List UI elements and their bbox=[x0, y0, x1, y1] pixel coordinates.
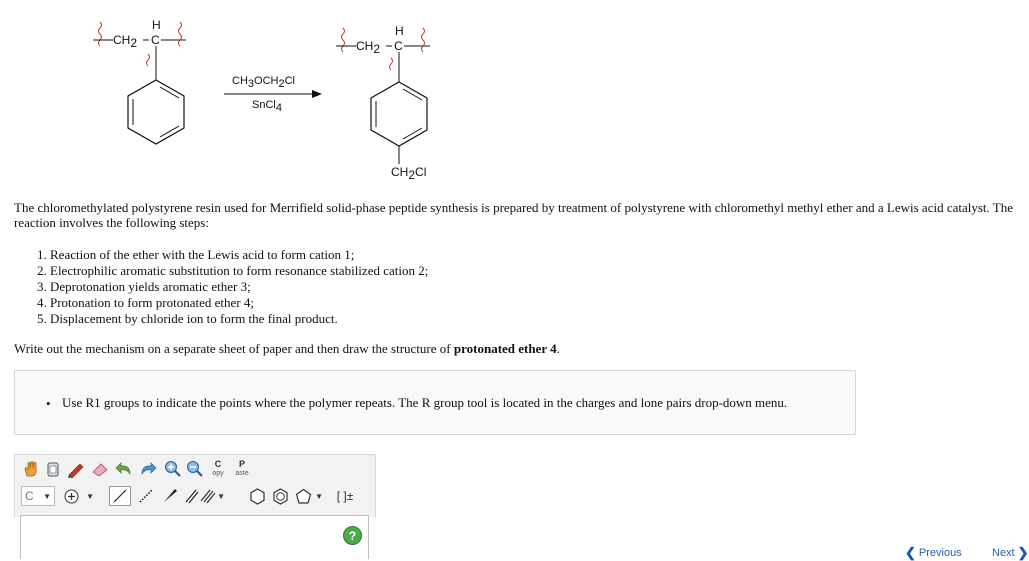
task-suffix: . bbox=[556, 341, 560, 356]
previous-button[interactable] bbox=[905, 545, 962, 561]
help-button[interactable] bbox=[343, 526, 362, 545]
step-item: 5. Displacement by chloride ion to form the final product. bbox=[37, 311, 338, 326]
task-target: protonated ether 4 bbox=[453, 341, 557, 356]
bracket-charge-icon: [ ]± bbox=[336, 489, 354, 503]
pencil-icon[interactable] bbox=[65, 459, 87, 479]
next-label: Next bbox=[992, 547, 1015, 559]
hint-bullet: • bbox=[46, 396, 51, 411]
aromatic-ring-tool[interactable] bbox=[270, 486, 290, 506]
reaction-arrow-group bbox=[224, 75, 322, 114]
dashed-wedge-icon bbox=[137, 488, 155, 504]
question-intro: The chloromethylated polystyrene resin used for Merrifield solid-phase peptide synthesis is prepared by treatment of polystyrene with chloromethyl methyl ether and a Lewis acid catalyst. The reaction involves the following steps: bbox=[14, 200, 1014, 230]
hint-box bbox=[14, 370, 856, 435]
c-label: C bbox=[394, 39, 403, 53]
element-dropdown[interactable] bbox=[21, 486, 55, 506]
undo-icon[interactable] bbox=[113, 459, 135, 479]
zoom-in-icon[interactable] bbox=[163, 459, 183, 479]
next-button[interactable] bbox=[992, 545, 1029, 561]
wedge-bond-icon bbox=[161, 488, 179, 504]
single-bond-icon bbox=[111, 488, 129, 504]
paste-label-bottom: aste bbox=[235, 470, 249, 477]
ch2-label: CH2 bbox=[356, 39, 381, 56]
drawing-toolbar bbox=[14, 454, 376, 517]
chevron-down-icon: ▼ bbox=[86, 491, 94, 501]
hexagon-icon bbox=[249, 488, 266, 505]
chevron-left-icon: ❮ bbox=[905, 545, 916, 560]
chevron-down-icon: ▼ bbox=[217, 491, 225, 501]
wavy-bond-left bbox=[99, 22, 102, 46]
step-item: 4. Protonation to form protonated ether 4; bbox=[37, 295, 254, 310]
chevron-down-icon: ▼ bbox=[43, 491, 51, 501]
hint-text: Use R1 groups to indicate the points where the polymer repeats. The R group tool is located in the charges and lone pairs drop-down menu. bbox=[62, 395, 788, 410]
chevron-down-icon: ▼ bbox=[315, 491, 323, 501]
wavy-bond-right bbox=[422, 28, 425, 52]
h-label: H bbox=[395, 24, 404, 38]
wedge-bond-tool[interactable] bbox=[159, 486, 181, 506]
redo-icon[interactable] bbox=[137, 459, 159, 479]
multiple-bond-dropdown[interactable] bbox=[183, 486, 227, 506]
steps-list bbox=[37, 247, 428, 327]
paste-button[interactable] bbox=[231, 457, 253, 481]
aromatic-hexagon-icon bbox=[272, 488, 289, 505]
step-item: 1. Reaction of the ether with the Lewis acid to form cation 1; bbox=[37, 247, 355, 262]
polystyrene-unit bbox=[93, 18, 186, 144]
element-label: C bbox=[25, 489, 34, 503]
dashed-bond-tool[interactable] bbox=[135, 486, 157, 506]
wavy-bond-down bbox=[147, 54, 150, 66]
previous-label: Previous bbox=[918, 547, 962, 559]
benzene-ring-tool[interactable] bbox=[247, 486, 267, 506]
double-bond-icon bbox=[185, 488, 199, 504]
charges-dropdown[interactable] bbox=[61, 486, 97, 506]
ch2cl-label: CH2Cl bbox=[391, 165, 427, 182]
copy-label-bottom: opy bbox=[212, 470, 224, 477]
bracket-tool[interactable] bbox=[333, 486, 357, 506]
wavy-bond-left bbox=[342, 28, 345, 52]
eraser-icon[interactable] bbox=[89, 459, 111, 479]
task-instruction bbox=[14, 341, 560, 356]
zoom-out-icon[interactable] bbox=[185, 459, 205, 479]
help-label: ? bbox=[348, 528, 357, 543]
chloromethylated-unit bbox=[336, 24, 430, 182]
arrow-head bbox=[312, 90, 322, 98]
wavy-bond-down bbox=[390, 58, 393, 70]
reaction-scheme bbox=[0, 0, 560, 190]
single-bond-tool[interactable] bbox=[109, 486, 131, 506]
triple-bond-icon bbox=[200, 488, 216, 504]
chevron-right-icon: ❯ bbox=[1017, 545, 1029, 560]
ring-dropdown[interactable] bbox=[293, 486, 325, 506]
copy-label-top: C bbox=[214, 459, 222, 469]
wavy-bond-right bbox=[179, 22, 182, 46]
ch2-label: CH2 bbox=[113, 33, 138, 50]
h-label: H bbox=[152, 18, 161, 32]
paste-label-top: P bbox=[238, 459, 245, 469]
step-item: 2. Electrophilic aromatic substitution to form resonance stabilized cation 2; bbox=[37, 263, 429, 278]
drawing-canvas[interactable] bbox=[20, 515, 369, 559]
copy-button[interactable] bbox=[209, 457, 227, 481]
hand-icon[interactable] bbox=[21, 459, 41, 479]
reagent-bottom: SnCl4 bbox=[252, 99, 282, 114]
benzene-ring bbox=[128, 80, 184, 144]
reagent-top: CH3OCH2Cl bbox=[232, 75, 295, 90]
pentagon-icon bbox=[295, 488, 312, 505]
task-prefix: Write out the mechanism on a separate sheet of paper and then draw the structure of bbox=[14, 341, 454, 356]
c-label: C bbox=[151, 33, 160, 47]
plus-charge-icon bbox=[64, 489, 79, 504]
benzene-ring bbox=[371, 82, 427, 146]
step-item: 3. Deprotonation yields aromatic ether 3; bbox=[37, 279, 251, 294]
lasso-select-icon[interactable] bbox=[43, 459, 63, 479]
